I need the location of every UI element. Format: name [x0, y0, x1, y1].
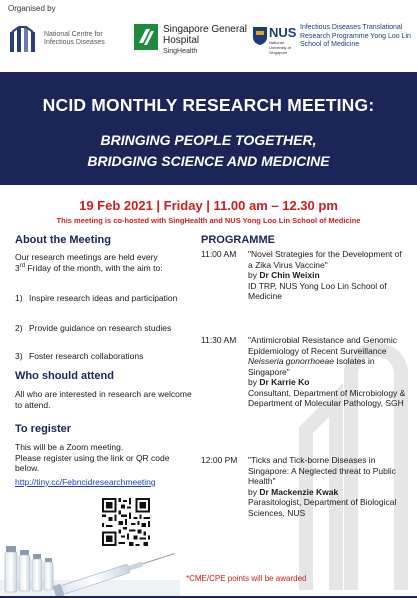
talk-title	[248, 335, 408, 377]
ordinal-number: 3	[15, 262, 20, 273]
cme-note: *CME/CPE points will be awarded	[186, 574, 307, 583]
programme-details	[248, 455, 408, 518]
banner-subtitle-2: BRIDGING SCIENCE AND MEDICINE	[87, 153, 330, 169]
sgh-logo-icon	[134, 24, 158, 50]
about-intro-line-1: Our research meetings are held every	[15, 252, 158, 262]
vaccine-vials-illustration	[0, 520, 180, 598]
about-heading: About the Meeting	[15, 234, 111, 246]
ncid-logo-icon	[8, 24, 38, 54]
about-intro-line-2: Friday of the month, with the aim to:	[25, 262, 163, 273]
ncid-name: National Centre for Infectious Diseases	[44, 31, 105, 46]
speaker-name: Dr Chin Weixin	[259, 270, 320, 280]
talk-title: "Novel Strategies for the Development of a Zika Virus Vaccine"	[248, 249, 402, 270]
organised-by-label: Organised by	[8, 4, 56, 13]
by-label: by	[248, 377, 260, 387]
nus-wordmark: NUS	[269, 25, 297, 40]
banner-subtitle-1: BRINGING PEOPLE TOGETHER,	[100, 132, 317, 148]
logo-bar	[0, 0, 417, 70]
by-label: by	[248, 270, 260, 280]
speaker-affiliation: Consultant, Department of Microbiology & Department of Molecular Pathology, SGH	[248, 387, 406, 408]
list-text: Provide guidance on research studies	[29, 323, 172, 333]
speaker-line	[248, 487, 408, 498]
ordinal-suffix: rd	[19, 262, 26, 269]
programme-details	[248, 335, 408, 409]
register-text-1: This will be a Zoom meeting.	[15, 442, 124, 452]
talk-title-part-1: "Antimicrobial Resistance and Genomic Epidemiology of Recent Surveillance	[248, 335, 397, 356]
sgh-name: Singapore General Hospital	[163, 24, 247, 46]
talk-title-organism: Neisseria gonorrhoeae	[248, 356, 334, 366]
speaker-affiliation: ID TRP, NUS Yong Loo Lin School of Medicine	[248, 280, 387, 301]
register-heading: To register	[15, 423, 72, 435]
singhealth-label: SingHealth	[163, 48, 198, 55]
speaker-line	[248, 270, 408, 281]
attend-text: All who are interested in research are welcome to attend.	[15, 389, 192, 410]
list-text: Inspire research ideas and participation	[29, 293, 178, 303]
about-intro	[15, 252, 195, 273]
attend-heading: Who should attend	[15, 370, 114, 382]
programme-time: 11:00 AM	[201, 249, 237, 259]
programme-details	[248, 249, 408, 302]
nus-programme-name: Infectious Diseases Translational Research Programme Yong Loo Lin School of Medicine	[300, 24, 411, 48]
speaker-affiliation: Parasitologist, Department of Biological Sciences, NUS	[248, 497, 397, 518]
programme-time: 11:30 AM	[201, 335, 237, 345]
speaker-line	[248, 377, 408, 388]
event-date-time: 19 Feb 2021 | Friday | 11.00 am – 12.30 pm	[79, 198, 338, 213]
talk-title: "Ticks and Tick-borne Diseases in Singapore: A Neglected threat to Public Health"	[248, 455, 396, 486]
speaker-name: Dr Mackenzie Kwak	[259, 486, 339, 497]
page-title: NCID MONTHLY RESEARCH MEETING:	[42, 95, 375, 115]
list-number: 3)	[15, 351, 23, 361]
list-number: 1)	[15, 293, 23, 303]
register-text-2: Please register using the link or QR code below.	[15, 452, 170, 473]
title-banner	[0, 72, 417, 185]
talk-title-part-2: Isolates in Singapore"	[248, 356, 375, 377]
list-number: 2)	[15, 323, 23, 333]
programme-time: 12:00 PM	[201, 455, 238, 465]
speaker-name: Dr Karrie Ko	[259, 377, 310, 387]
nus-crest-icon	[252, 26, 268, 46]
register-text	[15, 442, 190, 474]
list-text: Foster research collaborations	[29, 351, 144, 361]
by-label: by	[248, 486, 260, 497]
nus-full-name: National University of Singapore	[269, 40, 292, 55]
programme-heading: PROGRAMME	[201, 234, 275, 246]
cohost-note: This meeting is co-hosted with SingHealth and NUS Yong Loo Lin School of Medicine	[56, 216, 361, 225]
registration-link[interactable]: http://tiny.cc/Febncidresearchmeeting	[15, 477, 156, 487]
